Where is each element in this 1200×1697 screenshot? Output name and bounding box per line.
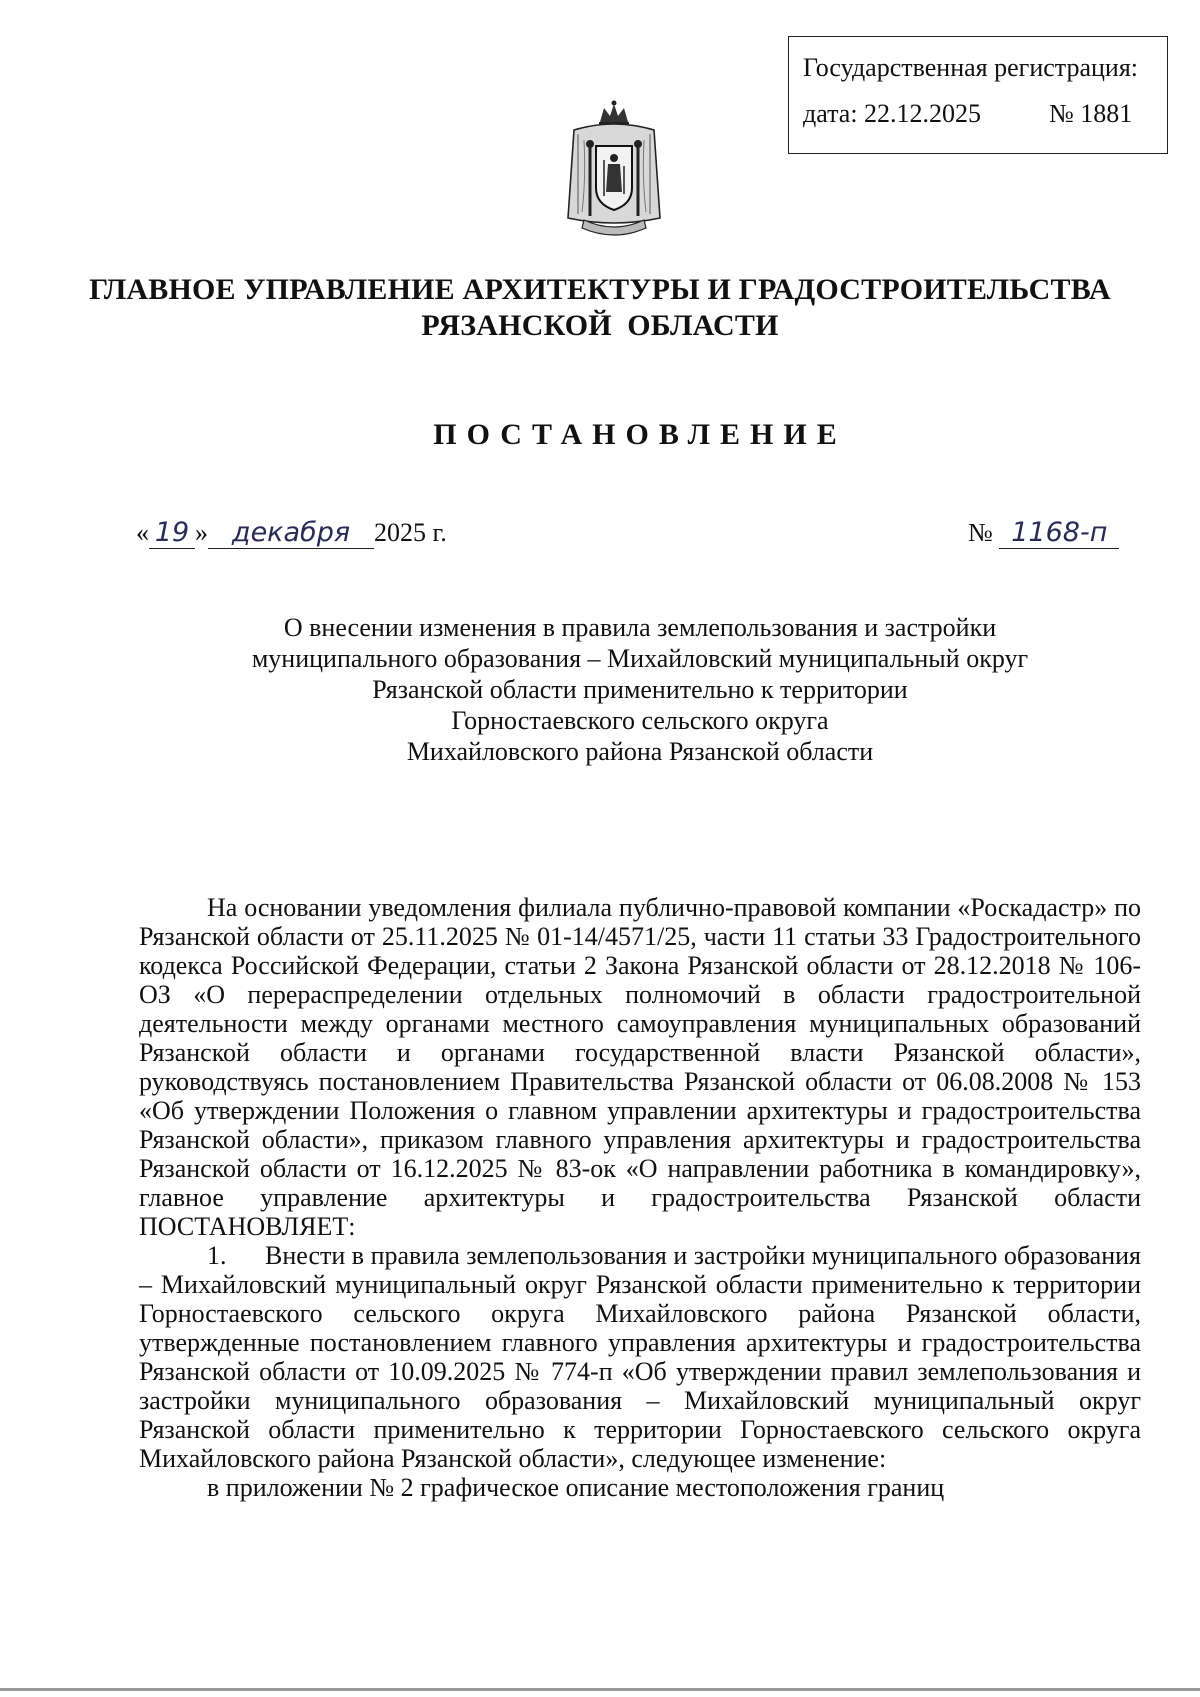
document-number xyxy=(968,516,1119,550)
organization-title-line2: РЯЗАНСКОЙ ОБЛАСТИ xyxy=(421,309,779,342)
subject-line: Горностаевского сельского округа xyxy=(451,706,829,735)
date-year: 2025 г. xyxy=(374,518,447,547)
organization-title-line1: ГЛАВНОЕ УПРАВЛЕНИЕ АРХИТЕКТУРЫ И ГРАДОСТРОИТЕЛЬСТВА xyxy=(89,273,1111,306)
item-1-text: Внести в правила землепользования и застройки муниципального образования – Михайловский муниципальный округ Рязанской области применительно к территории Горностаевского сельского округа Михайловского района Рязанской области, утвержденные постановлением главного управления архитектуры и градостроительства Рязанской области от 10.09.2025 № 774-п «Об утверждении правил землепользования и застройки муниципального образования – Михайловский муниципальный округ Рязанской области применительно к территории Горностаевского сельского округа Михайловского района Рязанской области», следующее изменение: xyxy=(139,1241,1141,1473)
subject-line: Михайловского района Рязанской области xyxy=(406,737,874,766)
date-open-quote: « xyxy=(136,518,149,547)
registration-stamp xyxy=(788,36,1168,154)
date-close-quote: » xyxy=(195,518,208,547)
last-line-paragraph: в приложении № 2 графическое описание местоположения границ xyxy=(207,1473,945,1502)
number-value-handwritten: 1168-п xyxy=(999,518,1119,549)
item-1-number: 1. xyxy=(207,1241,227,1270)
item-1-paragraph xyxy=(139,1241,1141,1473)
registration-details xyxy=(803,99,1167,129)
registration-heading: Государственная регистрация: xyxy=(803,53,1139,82)
page-bottom-rule xyxy=(0,1688,1200,1691)
date-month-handwritten: декабря xyxy=(208,518,374,549)
date-day-handwritten: 19 xyxy=(149,518,195,549)
ryazan-coat-of-arms-icon xyxy=(564,100,664,242)
registration-date: дата: 22.12.2025 xyxy=(803,99,982,128)
subject-line: О внесении изменения в правила землепользования и застройки xyxy=(283,613,997,642)
subject-line: муниципального образования – Михайловский муниципальный округ xyxy=(251,644,1029,673)
number-label: № xyxy=(968,518,993,547)
preamble-paragraph: На основании уведомления филиала публично-правовой компании «Роскадастр» по Рязанской области от 25.11.2025 № 01-14/4571/25, части 11 статьи 33 Градостроительного кодекса Российской Федерации, статьи 2 Закона Рязанской области от 28.12.2018 № 106-ОЗ «О перераспределении отдельных полномочий в области градостроительной деятельности между органами местного самоуправления муниципальных образований Рязанской области и органами государственной власти Рязанской области», руководствуясь постановлением Правительства Рязанской области от 06.08.2008 № 153 «Об утверждении Положения о главном управлении архитектуры и градостроительства Рязанской области», приказом главного управления архитектуры и градостроительства Рязанской области от 16.12.2025 № 83-ок «О направлении работника в командировку», главное управление архитектуры и градостроительства Рязанской области ПОСТАНОВЛЯЕТ: xyxy=(139,893,1141,1241)
document-date xyxy=(136,516,447,550)
document-body xyxy=(139,893,1141,1502)
registration-number: № 1881 xyxy=(1049,99,1133,128)
organization-title xyxy=(0,272,1200,344)
document-type: ПОСТАНОВЛЕНИЕ xyxy=(433,418,847,451)
document-subject xyxy=(0,612,1200,767)
subject-line: Рязанской области применительно к территории xyxy=(372,675,908,704)
